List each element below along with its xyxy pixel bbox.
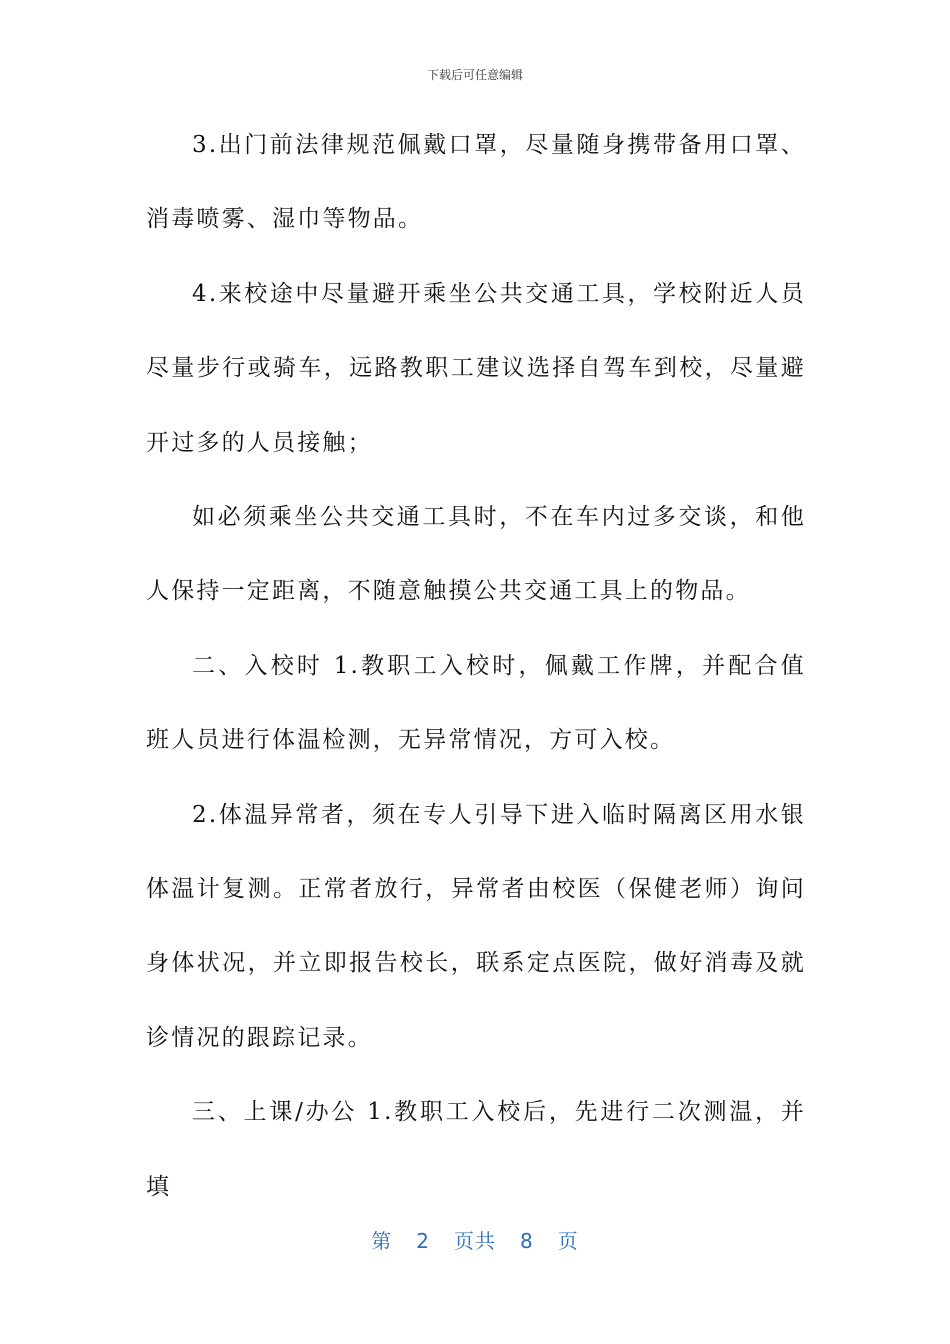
document-body xyxy=(146,108,806,1224)
paragraph-mask-supplies: 3.出门前法律规范佩戴口罩，尽量随身携带备用口罩、消毒喷雾、湿巾等物品。 xyxy=(146,132,806,233)
footer-total-pages: 8 xyxy=(520,1229,534,1253)
paragraph-class-office: 三、上课/办公 1.教职工入校后，先进行二次测温，并填 xyxy=(146,1099,806,1200)
page-footer xyxy=(0,1225,950,1254)
header-note: 下载后可任意编辑 xyxy=(426,68,523,82)
footer-suffix: 页 xyxy=(557,1229,579,1253)
footer-middle: 页共 xyxy=(454,1229,496,1253)
paragraph-public-transport: 如必须乘坐公共交通工具时，不在车内过多交谈，和他人保持一定距离，不随意触摸公共交通工具上的物品。 xyxy=(146,504,806,605)
footer-prefix: 第 xyxy=(371,1229,393,1253)
paragraph-abnormal-temperature: 2.体温异常者，须在专人引导下进入临时隔离区用水银体温计复测。正常者放行，异常者由校医（保健老师）询问身体状况，并立即报告校长，联系定点医院，做好消毒及就诊情况的跟踪记录。 xyxy=(146,801,806,1051)
paragraph-commute: 4.来校途中尽量避开乘坐公共交通工具，学校附近人员尽量步行或骑车，远路教职工建议选择自驾车到校，尽量避开过多的人员接触； xyxy=(146,280,806,456)
paragraph-entering-school: 二、入校时 1.教职工入校时，佩戴工作牌，并配合值班人员进行体温检测，无异常情况，方可入校。 xyxy=(146,652,806,754)
footer-current-page: 2 xyxy=(416,1229,430,1253)
